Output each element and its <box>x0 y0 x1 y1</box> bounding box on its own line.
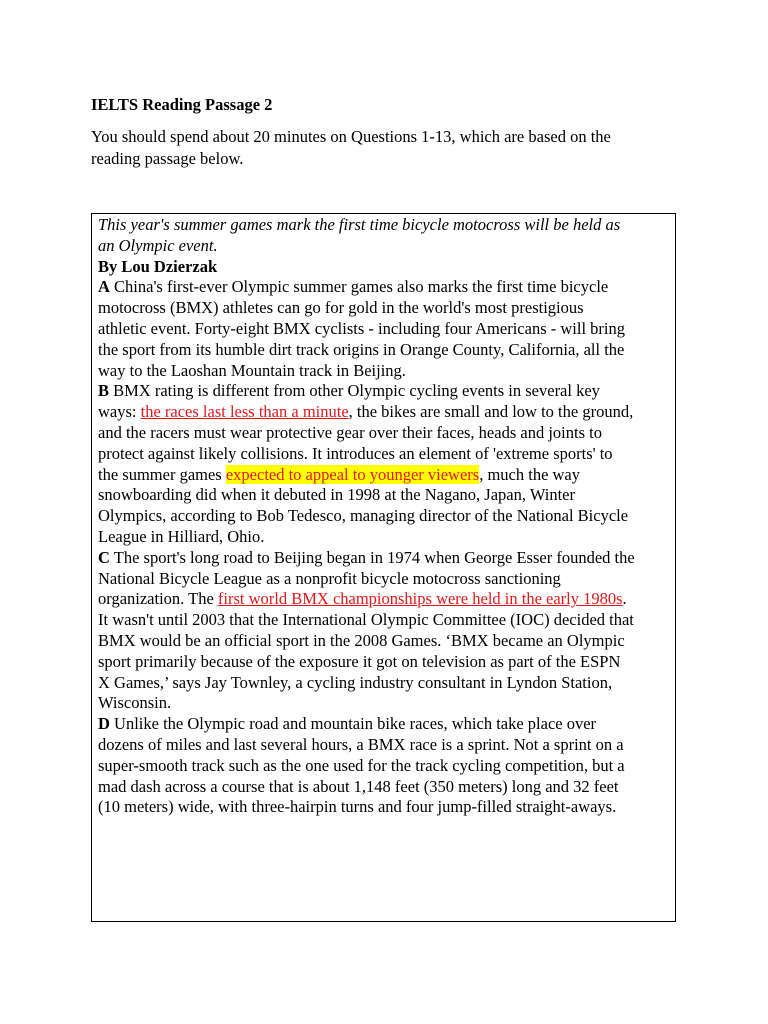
paragraph-a-line: way to the Laoshan Mountain track in Beijing. <box>98 360 406 380</box>
paragraph-c-line: Wisconsin. <box>98 693 172 713</box>
paragraph-c-line: It wasn't until 2003 that the International Olympic Committee (IOC) decided that <box>98 610 634 630</box>
passage-subtitle: an Olympic event. <box>98 235 218 255</box>
highlight-underlined: the races last less than a minute <box>140 402 349 422</box>
paragraph-a-line: athletic event. Forty-eight BMX cyclists - including four Americans - will bring <box>98 318 625 338</box>
paragraph-b-line <box>98 402 675 423</box>
paragraph-b-line <box>98 465 675 486</box>
byline: By Lou Dzierzak <box>98 256 218 276</box>
paragraph-a-line: motocross (BMX) athletes can go for gold in the world's most prestigious <box>98 298 584 318</box>
paragraph-c-line: X Games,’ says Jay Townley, a cycling industry consultant in Lyndon Station, <box>98 672 613 692</box>
paragraph-text: Unlike the Olympic road and mountain bike races, which take place over <box>109 714 597 734</box>
paragraph-d-line <box>98 714 675 735</box>
passage-subtitle: This year's summer games mark the first time bicycle motocross will be held as <box>98 215 621 234</box>
instructions-line: You should spend about 20 minutes on Questions 1-13, which are based on the <box>91 127 611 146</box>
paragraph-a-line: the sport from its humble dirt track origins in Orange County, California, all the <box>98 339 625 359</box>
paragraph-a-line <box>98 277 675 298</box>
paragraph-c-line <box>98 589 675 610</box>
paragraph-b-line: protect against likely collisions. It introduces an element of 'extreme sports' to <box>98 443 613 463</box>
passage-box <box>91 213 676 922</box>
highlight-underlined: first world BMX championships were held in the early 1980s <box>217 589 623 609</box>
paragraph-text: . <box>622 589 627 609</box>
paragraph-text: , much the way <box>479 464 581 484</box>
paragraph-c-line: BMX would be an official sport in the 2008 Games. ‘BMX became an Olympic <box>98 630 625 650</box>
paragraph-text: BMX rating is different from other Olympic cycling events in several key <box>109 381 600 401</box>
page-title: IELTS Reading Passage 2 <box>91 95 273 114</box>
paragraph-c-line: sport primarily because of the exposure it got on television as part of the ESPN <box>98 651 621 671</box>
instructions-line: reading passage below. <box>91 149 244 168</box>
paragraph-c-line <box>98 548 675 569</box>
paragraph-d-line: dozens of miles and last several hours, a BMX race is a sprint. Not a sprint on a <box>98 734 624 754</box>
paragraph-b-line <box>98 381 675 402</box>
paragraph-b-line: and the racers must wear protective gear over their faces, heads and joints to <box>98 422 602 442</box>
paragraph-letter: B <box>98 381 110 401</box>
paragraph-text: China's first-ever Olympic summer games also marks the first time bicycle <box>109 277 609 297</box>
instructions <box>91 126 661 170</box>
paragraph-letter: C <box>98 547 110 567</box>
paragraph-d-line: super-smooth track such as the one used for the track cycling competition, but a <box>98 755 625 775</box>
highlight-yellow: expected to appeal to younger viewers <box>225 464 480 484</box>
paragraph-d-line: mad dash across a course that is about 1,148 feet (350 meters) long and 32 feet <box>98 776 619 796</box>
paragraph-b-line: League in Hilliard, Ohio. <box>98 526 265 546</box>
paragraph-b-line: snowboarding did when it debuted in 1998 at the Nagano, Japan, Winter <box>98 485 575 505</box>
paragraph-text: , the bikes are small and low to the ground, <box>348 402 634 422</box>
paragraph-text: the summer games <box>98 464 226 484</box>
paragraph-text: organization. The <box>98 589 218 609</box>
paragraph-b-line: Olympics, according to Bob Tedesco, managing director of the National Bicycle <box>98 506 629 526</box>
paragraph-c-line: National Bicycle League as a nonprofit bicycle motocross sanctioning <box>98 568 561 588</box>
paragraph-letter: A <box>98 277 110 297</box>
paragraph-text: ways: <box>98 402 141 422</box>
paragraph-d-line: (10 meters) wide, with three-hairpin turns and four jump-filled straight-aways. <box>98 797 617 817</box>
paragraph-text: The sport's long road to Beijing began in 1974 when George Esser founded the <box>109 547 635 567</box>
paragraph-letter: D <box>98 714 110 734</box>
